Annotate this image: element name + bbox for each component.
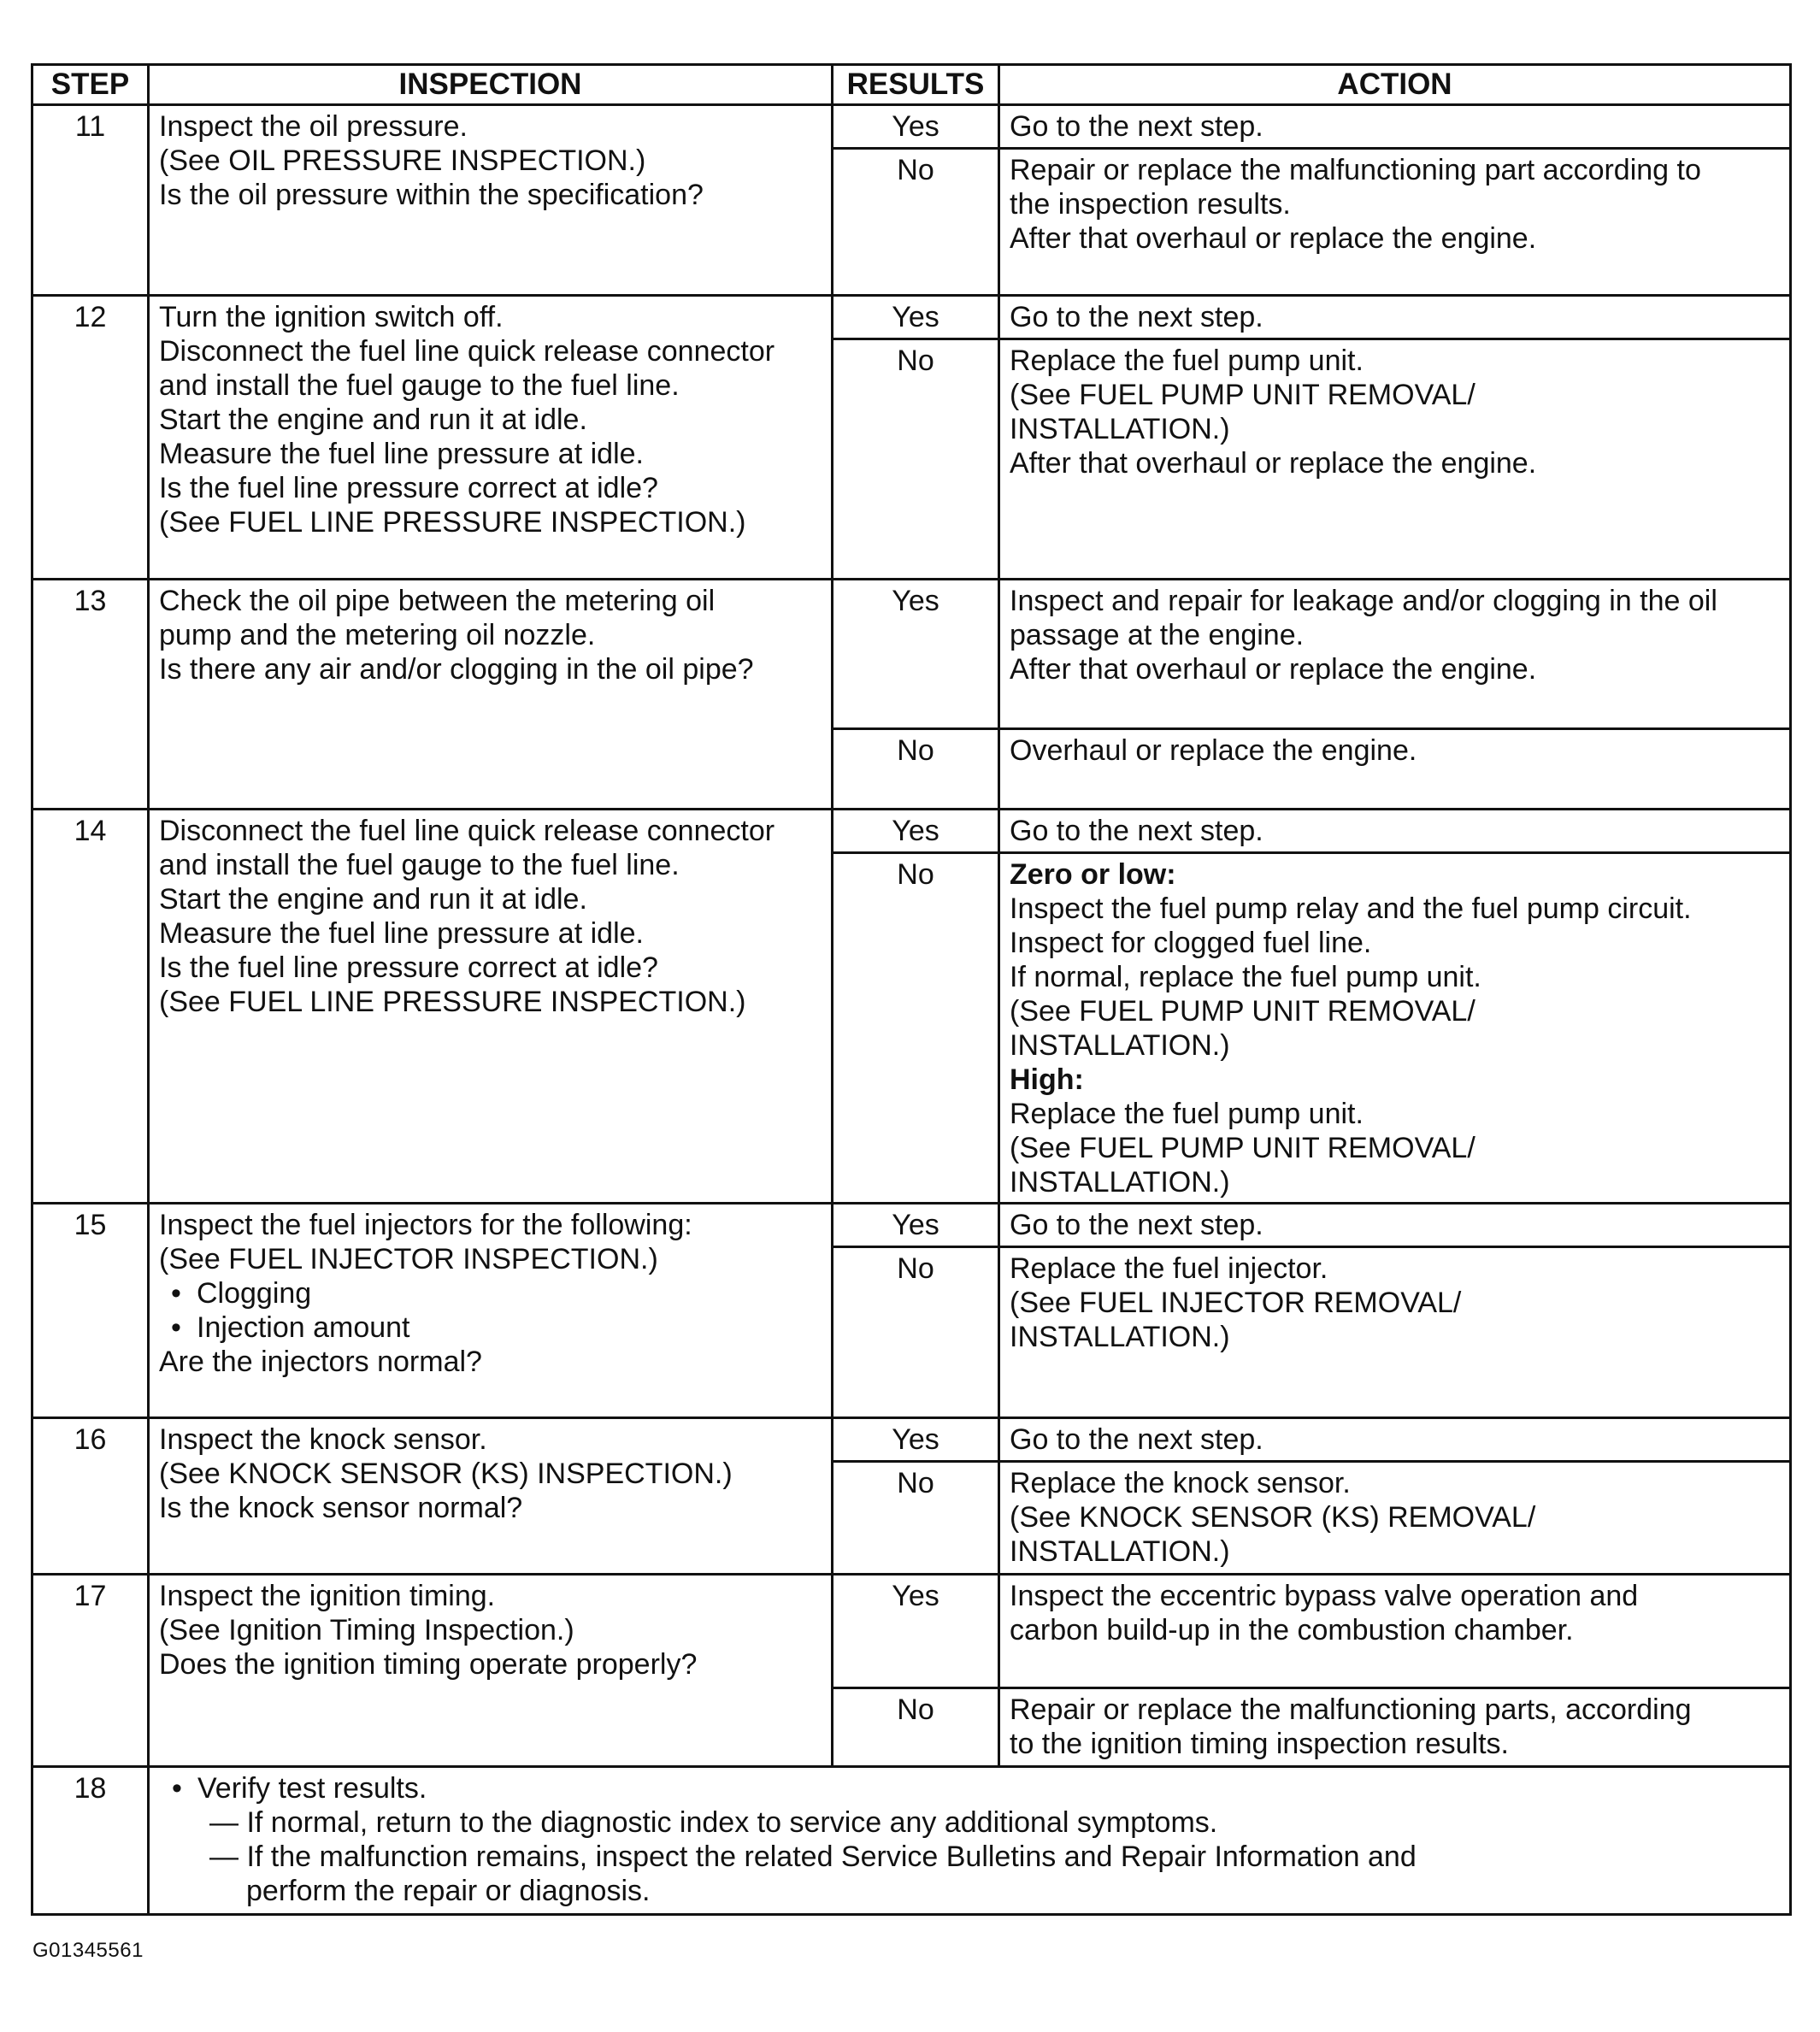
- step-17-row-yes: [32, 1575, 1791, 1688]
- header-action: ACTION: [999, 65, 1791, 105]
- header-step: STEP: [32, 65, 149, 105]
- inspection-line: (See FUEL LINE PRESSURE INSPECTION.): [159, 506, 746, 539]
- inspection-line: Turn the ignition switch off.: [159, 301, 504, 333]
- inspection-line: Is the fuel line pressure correct at idle?: [159, 951, 658, 984]
- step-number: 11: [32, 105, 149, 296]
- action-line: Inspect and repair for leakage and/or clogging in the oil: [1010, 585, 1717, 617]
- action-line: Inspect the eccentric bypass valve operation and: [1010, 1580, 1639, 1612]
- step-number: 13: [32, 580, 149, 810]
- action-line: Repair or replace the malfunctioning part according to: [1010, 154, 1701, 186]
- dash-item-continued: perform the repair or diagnosis.: [246, 1875, 651, 1907]
- step-11-row-yes: [32, 105, 1791, 149]
- inspection-line: Inspect the ignition timing.: [159, 1580, 496, 1612]
- result-no: No: [833, 1247, 999, 1418]
- inspection-line: (See Ignition Timing Inspection.): [159, 1614, 574, 1646]
- inspection-line: Start the engine and run it at idle.: [159, 883, 587, 916]
- result-yes: Yes: [833, 296, 999, 339]
- inspection-line: Disconnect the fuel line quick release connector: [159, 335, 775, 368]
- step-number: 15: [32, 1204, 149, 1418]
- inspection-line: Measure the fuel line pressure at idle.: [159, 917, 644, 950]
- verify-bullet: • Verify test results.: [160, 1771, 1781, 1805]
- inspection-cell: [149, 580, 833, 810]
- action-line: Replace the fuel pump unit.: [1010, 1098, 1364, 1130]
- action-line: passage at the engine.: [1010, 619, 1305, 651]
- step-14-row-yes: [32, 810, 1791, 853]
- zero-or-low-heading: Zero or low:: [1010, 858, 1176, 891]
- list-item: • Injection amount: [159, 1310, 822, 1345]
- action-cell: [999, 853, 1791, 1204]
- step-number: 14: [32, 810, 149, 1204]
- action-line: Go to the next step.: [1010, 815, 1263, 847]
- step-18-row: [32, 1767, 1791, 1915]
- high-heading: High:: [1010, 1063, 1084, 1096]
- action-line: Replace the knock sensor.: [1010, 1467, 1351, 1499]
- action-line: Overhaul or replace the engine.: [1010, 734, 1417, 767]
- step-15-row-yes: [32, 1204, 1791, 1247]
- action-line: (See FUEL PUMP UNIT REMOVAL/: [1010, 379, 1475, 411]
- inspection-line: Inspect the oil pressure.: [159, 110, 468, 143]
- result-yes: Yes: [833, 1204, 999, 1247]
- action-cell: [999, 1418, 1791, 1462]
- result-yes: Yes: [833, 810, 999, 853]
- header-inspection: INSPECTION: [149, 65, 833, 105]
- action-line: (See FUEL PUMP UNIT REMOVAL/: [1010, 995, 1475, 1028]
- inspection-line: (See FUEL INJECTOR INSPECTION.): [159, 1243, 658, 1275]
- action-cell: [999, 339, 1791, 580]
- inspection-line: Does the ignition timing operate properly?: [159, 1648, 698, 1681]
- step-16-row-yes: [32, 1418, 1791, 1462]
- action-cell: [999, 1575, 1791, 1688]
- inspection-line: and install the fuel gauge to the fuel line.: [159, 369, 680, 402]
- inspection-cell: [149, 1575, 833, 1767]
- action-cell: [999, 580, 1791, 729]
- action-cell: [999, 296, 1791, 339]
- action-line: INSTALLATION.): [1010, 1321, 1230, 1353]
- action-line: Go to the next step.: [1010, 110, 1263, 143]
- result-yes: Yes: [833, 105, 999, 149]
- result-yes: Yes: [833, 1575, 999, 1688]
- action-cell: [999, 149, 1791, 296]
- inspection-line: Check the oil pipe between the metering oil: [159, 585, 716, 617]
- action-line: Repair or replace the malfunctioning parts, according: [1010, 1693, 1692, 1726]
- result-no: No: [833, 1688, 999, 1767]
- inspection-line: (See FUEL LINE PRESSURE INSPECTION.): [159, 986, 746, 1018]
- inspection-line: Is the oil pressure within the specification?: [159, 179, 704, 211]
- action-cell: [999, 1204, 1791, 1247]
- header-results: RESULTS: [833, 65, 999, 105]
- inspection-line: and install the fuel gauge to the fuel line.: [159, 849, 680, 881]
- action-line: (See FUEL INJECTOR REMOVAL/: [1010, 1287, 1462, 1319]
- dash-item: — If the malfunction remains, inspect the related Service Bulletins and Repair Information and: [209, 1841, 1417, 1873]
- table-header-row: [32, 65, 1791, 105]
- step-number: 17: [32, 1575, 149, 1767]
- inspection-line: (See OIL PRESSURE INSPECTION.): [159, 144, 646, 177]
- result-no: No: [833, 339, 999, 580]
- result-yes: Yes: [833, 580, 999, 729]
- action-line: Go to the next step.: [1010, 301, 1263, 333]
- action-line: Inspect for clogged fuel line.: [1010, 927, 1372, 959]
- diagnostic-table: [31, 63, 1792, 1916]
- inspection-line: Is the fuel line pressure correct at idle?: [159, 472, 658, 504]
- inspection-cell: [149, 105, 833, 296]
- inspection-line: Is the knock sensor normal?: [159, 1492, 523, 1524]
- action-cell: [999, 1462, 1791, 1575]
- action-line: After that overhaul or replace the engine.: [1010, 447, 1537, 480]
- action-line: If normal, replace the fuel pump unit.: [1010, 961, 1481, 993]
- inspection-cell: [149, 1418, 833, 1575]
- result-no: No: [833, 729, 999, 810]
- result-no: No: [833, 149, 999, 296]
- result-no: No: [833, 853, 999, 1204]
- final-step-cell: [149, 1767, 1791, 1915]
- step-13-row-yes: [32, 580, 1791, 729]
- action-line: Go to the next step.: [1010, 1423, 1263, 1456]
- action-line: After that overhaul or replace the engine.: [1010, 222, 1537, 255]
- inspection-line: Disconnect the fuel line quick release connector: [159, 815, 775, 847]
- action-cell: [999, 1247, 1791, 1418]
- dash-item: — If normal, return to the diagnostic index to service any additional symptoms.: [209, 1806, 1218, 1839]
- list-item: • Clogging: [159, 1276, 822, 1310]
- inspection-line: Measure the fuel line pressure at idle.: [159, 438, 644, 470]
- action-line: carbon build-up in the combustion chamber.: [1010, 1614, 1574, 1646]
- step-number: 16: [32, 1418, 149, 1575]
- action-line: After that overhaul or replace the engine.: [1010, 653, 1537, 686]
- action-line: (See KNOCK SENSOR (KS) REMOVAL/: [1010, 1501, 1536, 1534]
- figure-id: G01345561: [32, 1939, 144, 1962]
- result-no: No: [833, 1462, 999, 1575]
- action-line: (See FUEL PUMP UNIT REMOVAL/: [1010, 1132, 1475, 1164]
- step-12-row-yes: [32, 296, 1791, 339]
- inspection-question: Are the injectors normal?: [159, 1346, 482, 1378]
- step-number: 18: [32, 1767, 149, 1915]
- step-number: 12: [32, 296, 149, 580]
- action-line: INSTALLATION.): [1010, 1166, 1230, 1199]
- inspection-line: pump and the metering oil nozzle.: [159, 619, 596, 651]
- action-line: Inspect the fuel pump relay and the fuel pump circuit.: [1010, 892, 1692, 925]
- inspection-line: Is there any air and/or clogging in the oil pipe?: [159, 653, 754, 686]
- action-line: the inspection results.: [1010, 188, 1291, 221]
- action-cell: [999, 810, 1791, 853]
- action-cell: [999, 105, 1791, 149]
- action-line: Go to the next step.: [1010, 1209, 1263, 1241]
- action-line: INSTALLATION.): [1010, 1029, 1230, 1062]
- action-line: Replace the fuel pump unit.: [1010, 345, 1364, 377]
- action-cell: [999, 729, 1791, 810]
- inspection-line: Inspect the fuel injectors for the following:: [159, 1209, 692, 1241]
- inspection-line: (See KNOCK SENSOR (KS) INSPECTION.): [159, 1458, 733, 1490]
- action-line: INSTALLATION.): [1010, 413, 1230, 445]
- action-line: Replace the fuel injector.: [1010, 1252, 1328, 1285]
- action-line: INSTALLATION.): [1010, 1535, 1230, 1568]
- action-cell: [999, 1688, 1791, 1767]
- inspection-line: Start the engine and run it at idle.: [159, 403, 587, 436]
- action-line: to the ignition timing inspection results.: [1010, 1728, 1509, 1760]
- inspection-cell: [149, 1204, 833, 1418]
- diagnostic-document: [31, 63, 1789, 1916]
- inspection-line: Inspect the knock sensor.: [159, 1423, 487, 1456]
- inspection-cell: [149, 810, 833, 1204]
- inspection-cell: [149, 296, 833, 580]
- result-yes: Yes: [833, 1418, 999, 1462]
